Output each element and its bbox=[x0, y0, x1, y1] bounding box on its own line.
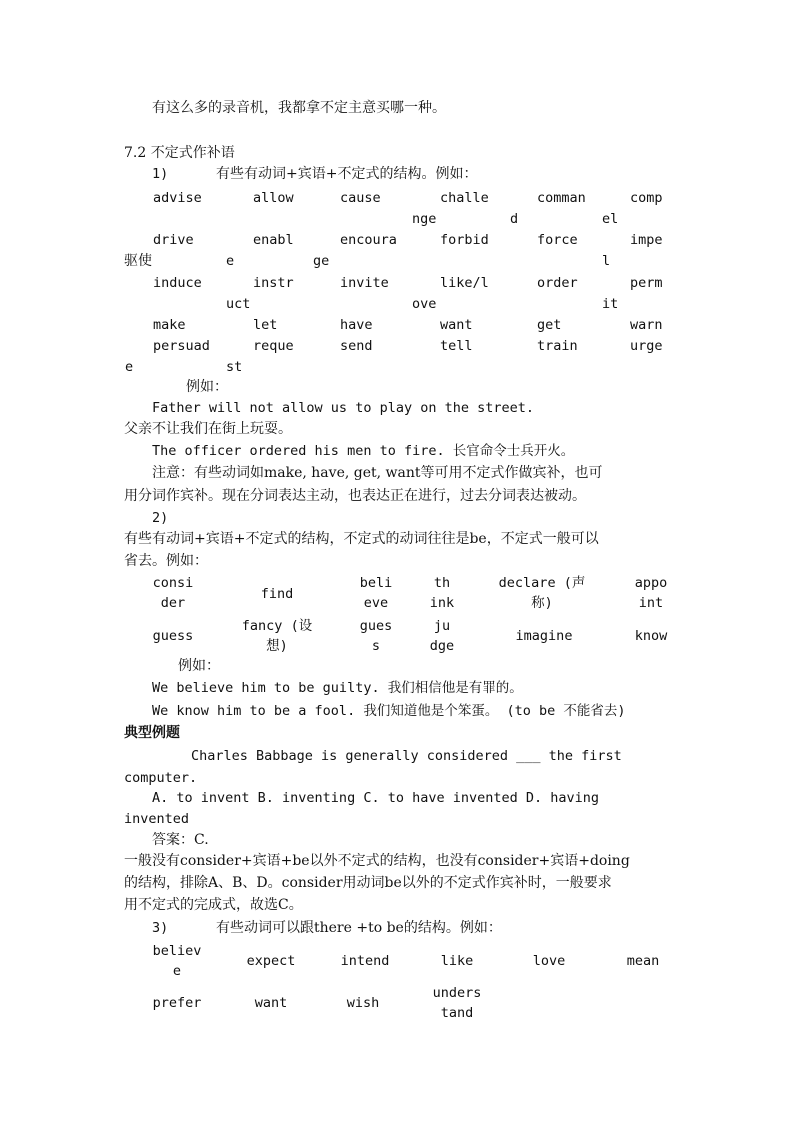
note-line: 用分词作宾补。现在分词表达主动，也表达正在进行，过去分词表达被动。 bbox=[124, 488, 586, 504]
point2-text: 有些有动词+宾语+不定式的结构，不定式的动词往往是be，不定式一般可以 bbox=[124, 531, 599, 547]
verb-cell: make bbox=[153, 317, 186, 333]
verb-cell: el bbox=[602, 211, 619, 227]
verb-cell: it bbox=[602, 296, 619, 312]
verb-cell: st bbox=[226, 359, 243, 375]
verb-cell: d bbox=[510, 211, 519, 227]
verb-cell: appo int bbox=[634, 575, 668, 611]
verb-cell: cause bbox=[340, 190, 381, 206]
example-sentence: We know him to be a fool. 我们知道他是个笨蛋。 (to be 不能省去) bbox=[152, 703, 626, 719]
verb-cell: unders tand bbox=[432, 985, 482, 1021]
verb-cell: tell bbox=[440, 338, 473, 354]
verb-cell: urge bbox=[630, 338, 663, 354]
verb-cell: guess bbox=[152, 628, 194, 644]
intro-line: 有这么多的录音机，我都拿不定主意买哪一种。 bbox=[152, 100, 446, 116]
question-text: computer. bbox=[124, 770, 198, 786]
verb-cell: mean bbox=[626, 953, 660, 969]
verb-cell: forbid bbox=[440, 232, 489, 248]
typical-examples-heading: 典型例题 bbox=[124, 725, 180, 741]
verb-cell: comp bbox=[630, 190, 663, 206]
verb-cell: uct bbox=[226, 296, 251, 312]
example-sentence: Father will not allow us to play on the street. bbox=[152, 400, 535, 416]
verb-cell: advise bbox=[153, 190, 202, 206]
verb-cell: 驱使 bbox=[124, 253, 152, 269]
verb-cell: l bbox=[602, 253, 611, 269]
verb-cell: consi der bbox=[152, 575, 194, 611]
verb-cell: know bbox=[634, 628, 668, 644]
example-label: 例如： bbox=[178, 658, 220, 674]
verb-cell: imagine bbox=[515, 628, 573, 644]
verb-cell: beli eve bbox=[359, 575, 393, 611]
verb-cell: train bbox=[537, 338, 578, 354]
verb-cell: encoura bbox=[340, 232, 397, 248]
verb-cell: love bbox=[532, 953, 566, 969]
verb-cell: let bbox=[253, 317, 278, 333]
example-translation: 父亲不让我们在街上玩耍。 bbox=[124, 421, 292, 437]
explanation-line: 的结构，排除A、B、D。consider用动词be以外的不定式作宾补时，一般要求 bbox=[124, 875, 612, 891]
verb-cell: nge bbox=[412, 211, 437, 227]
question-text: Charles Babbage is generally considered ___ the first bbox=[191, 748, 622, 764]
answer-text: 答案：C. bbox=[152, 832, 209, 848]
point3-number: 3) bbox=[152, 920, 169, 936]
verb-cell: prefer bbox=[152, 995, 202, 1011]
verb-cell: reque bbox=[253, 338, 294, 354]
verb-cell: force bbox=[537, 232, 578, 248]
example-label: 例如： bbox=[186, 379, 228, 395]
point2-number: 2) bbox=[152, 510, 169, 526]
explanation-line: 一般没有consider+宾语+be以外不定式的结构，也没有consider+宾语+doing bbox=[124, 853, 630, 869]
note-line: 注意：有些动词如make, have, get, want等可用不定式作做宾补，也可 bbox=[152, 465, 603, 481]
point1-text: 有些有动词+宾语+不定式的结构。例如： bbox=[216, 166, 478, 182]
verb-cell: perm bbox=[630, 275, 663, 291]
verb-cell: ge bbox=[313, 253, 330, 269]
verb-cell: want bbox=[254, 995, 288, 1011]
verb-cell: declare (声 称) bbox=[498, 575, 586, 611]
verb-cell: order bbox=[537, 275, 578, 291]
verb-cell: persuad bbox=[153, 338, 210, 354]
verb-cell: challe bbox=[440, 190, 489, 206]
verb-cell: gues s bbox=[359, 618, 393, 654]
question-options: invented bbox=[124, 811, 190, 827]
point3-text: 有些动词可以跟there +to be的结构。例如： bbox=[216, 920, 502, 936]
verb-cell: th ink bbox=[429, 575, 455, 611]
verb-cell: invite bbox=[340, 275, 389, 291]
verb-cell: like/l bbox=[440, 275, 489, 291]
point2-text: 省去。例如： bbox=[124, 553, 208, 569]
verb-cell: send bbox=[340, 338, 373, 354]
verb-cell: expect bbox=[246, 953, 296, 969]
verb-cell: induce bbox=[153, 275, 202, 291]
verb-cell: ove bbox=[412, 296, 437, 312]
verb-cell: wish bbox=[346, 995, 380, 1011]
verb-cell: allow bbox=[253, 190, 294, 206]
verb-cell: get bbox=[537, 317, 562, 333]
verb-cell: instr bbox=[253, 275, 294, 291]
verb-cell: impe bbox=[630, 232, 663, 248]
point1-number: 1) bbox=[152, 166, 169, 182]
question-options: A. to invent B. inventing C. to have invented D. having bbox=[152, 790, 600, 806]
section-title: 7.2 不定式作补语 bbox=[124, 145, 235, 161]
verb-cell: ju dge bbox=[429, 618, 455, 654]
verb-cell: e bbox=[125, 359, 134, 375]
verb-cell: want bbox=[440, 317, 473, 333]
verb-cell: have bbox=[340, 317, 373, 333]
verb-cell: warn bbox=[630, 317, 663, 333]
verb-cell: believ e bbox=[152, 943, 202, 979]
example-sentence: We believe him to be guilty. 我们相信他是有罪的。 bbox=[152, 680, 523, 696]
verb-cell: fancy (设 想) bbox=[241, 618, 313, 654]
verb-cell: enabl bbox=[253, 232, 294, 248]
verb-cell: like bbox=[440, 953, 474, 969]
verb-cell: find bbox=[260, 586, 294, 602]
example-sentence: The officer ordered his men to fire. 长官命令士兵开火。 bbox=[152, 443, 575, 459]
verb-cell: e bbox=[226, 253, 235, 269]
verb-cell: intend bbox=[340, 953, 390, 969]
explanation-line: 用不定式的完成式，故选C。 bbox=[124, 897, 303, 913]
verb-cell: comman bbox=[537, 190, 586, 206]
verb-cell: drive bbox=[153, 232, 194, 248]
